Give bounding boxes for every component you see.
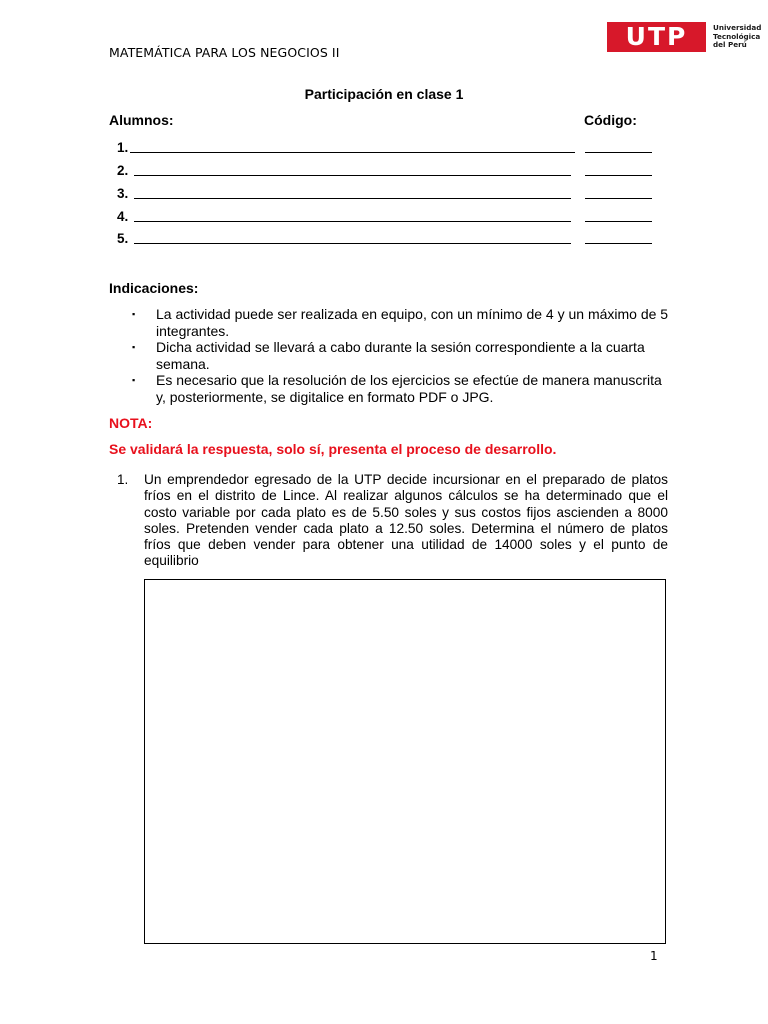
code-line[interactable] bbox=[585, 175, 652, 176]
row-number: 2. bbox=[117, 163, 129, 178]
problem-number: 1. bbox=[117, 472, 129, 487]
code-line[interactable] bbox=[585, 243, 652, 244]
code-line[interactable] bbox=[585, 198, 652, 199]
indications-list bbox=[131, 306, 671, 405]
logo-mark: UTP bbox=[607, 22, 706, 52]
row-number: 4. bbox=[117, 209, 129, 224]
page-title: Participación en clase 1 bbox=[304, 86, 464, 102]
row-number: 5. bbox=[117, 231, 129, 246]
list-item: ▪ La actividad puede ser realizada en equipo, con un mínimo de 4 y un máximo de 5 integrantes. bbox=[132, 306, 669, 339]
list-item: ▪ Dicha actividad se llevará a cabo durante la sesión correspondiente a la cuarta semana. bbox=[132, 339, 645, 372]
code-line[interactable] bbox=[585, 221, 652, 222]
bullet-icon: ▪ bbox=[132, 309, 136, 319]
name-line[interactable] bbox=[130, 152, 575, 153]
name-line[interactable] bbox=[134, 198, 571, 199]
row-number: 3. bbox=[117, 186, 129, 201]
problem-statement: Un emprendedor egresado de la UTP decide incursionar en el preparado de platos fríos en el distrito de Lince. Al realizar algunos cálculos se ha determinado que el costo variable por cada plato es de 5.50 soles y sus costos fijos ascienden a 8000 soles. Pretenden vender cada plato a 12.50 soles. Determina el número de platos fríos que deben vender para obtener una utilidad de 14000 soles y el punto de equilibrio bbox=[144, 472, 668, 569]
logo-subtitle: Universidad Tecnológica del Perú bbox=[713, 23, 762, 50]
name-line[interactable] bbox=[134, 221, 571, 222]
list-item: ▪ Es necesario que la resolución de los ejercicios se efectúe de manera manuscrita y, posteriormente, se digitalice en formato PDF o JPG. bbox=[132, 372, 662, 405]
students-label: Alumnos: bbox=[109, 112, 174, 128]
bullet-icon: ▪ bbox=[132, 375, 136, 385]
indications-label: Indicaciones: bbox=[109, 280, 199, 296]
code-label: Código: bbox=[584, 112, 637, 128]
answer-box[interactable] bbox=[144, 579, 666, 944]
code-line[interactable] bbox=[585, 152, 652, 153]
row-number: 1. bbox=[117, 140, 129, 155]
page-number: 1 bbox=[650, 949, 658, 963]
note-text: Se validará la respuesta, solo sí, presenta el proceso de desarrollo. bbox=[109, 441, 557, 457]
name-line[interactable] bbox=[134, 243, 571, 244]
bullet-icon: ▪ bbox=[132, 342, 136, 352]
name-line[interactable] bbox=[134, 175, 571, 176]
course-title: MATEMÁTICA PARA LOS NEGOCIOS II bbox=[109, 45, 340, 60]
utp-logo bbox=[607, 22, 761, 52]
note-label: NOTA: bbox=[109, 415, 153, 431]
